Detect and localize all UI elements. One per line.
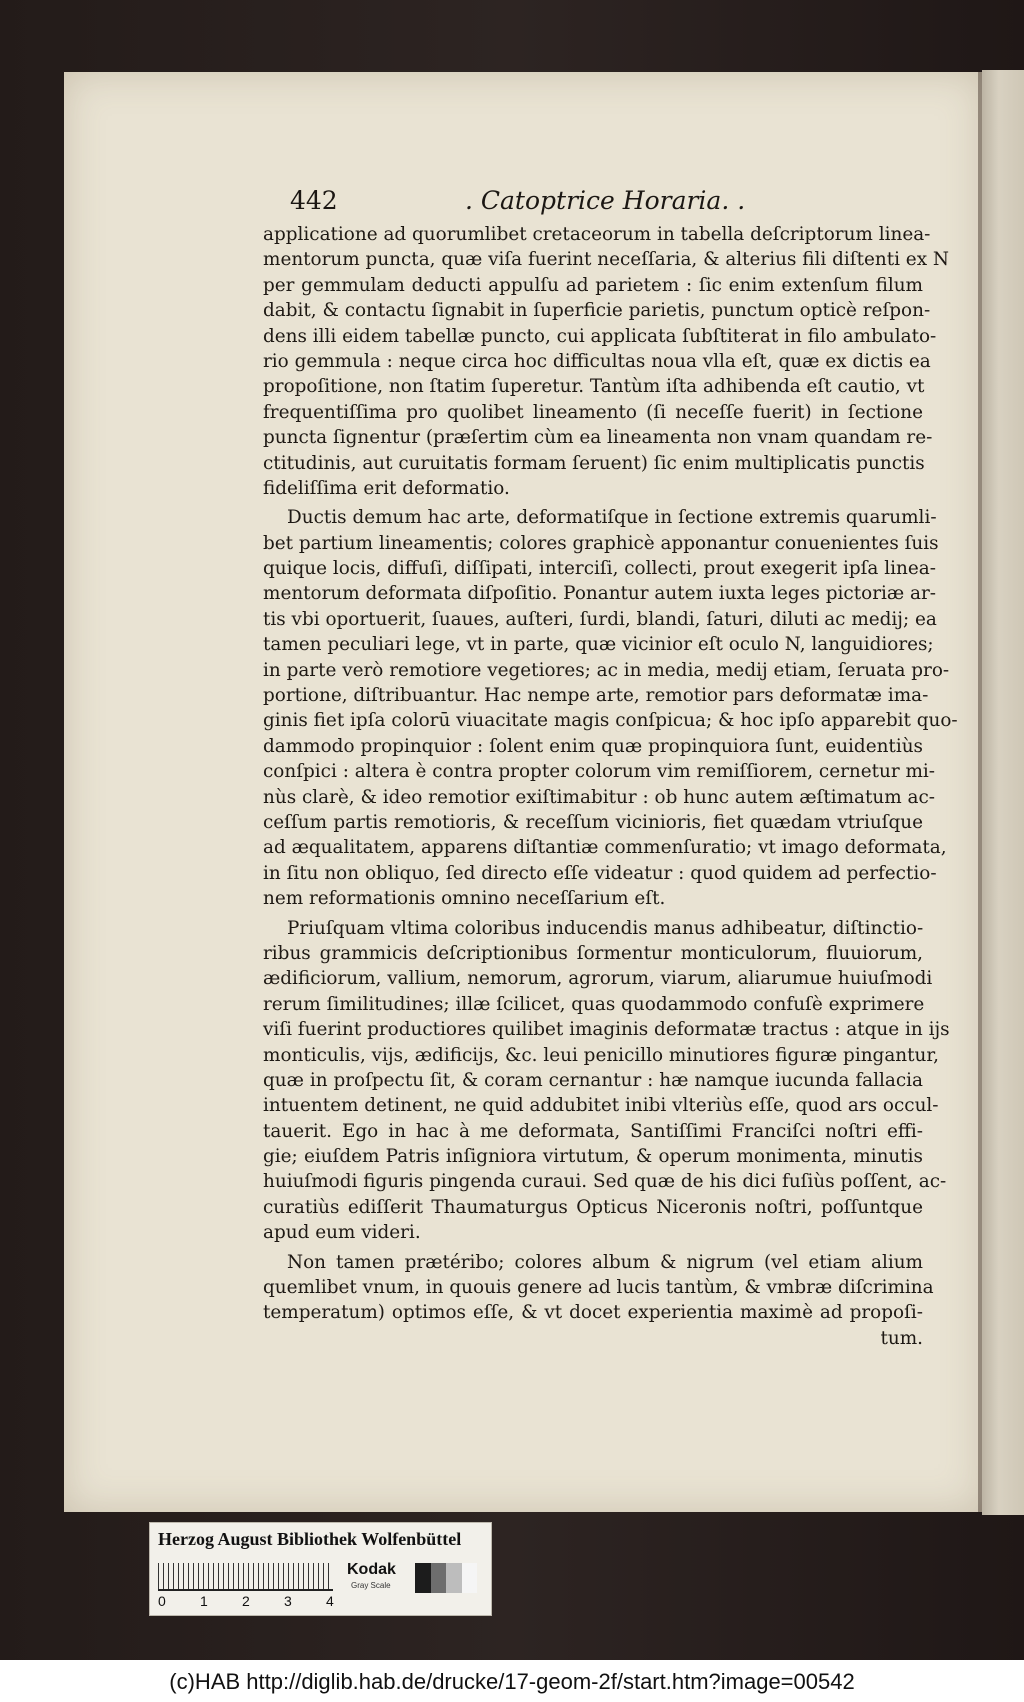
text-line: applicatione ad quorumlibet cretaceorum in tabella deſcriptorum linea-	[263, 224, 931, 245]
text-line: intuentem detinent, ne quid addubitet inibi vlteriùs eſſe, quod ars occul-	[263, 1095, 939, 1117]
text-line: temperatum) optimos eſſe, & vt docet experientia maximè ad propoſi-	[263, 1302, 923, 1324]
text-line: quæ in proſpectu ſit, & coram cernantur : hæ namque iucunda fallacia	[263, 1069, 923, 1091]
text-line: tauerit. Ego in hac à me deformata, Santiſſimi Franciſci noſtri effi-	[263, 1120, 923, 1142]
ruler-number: 3	[284, 1593, 292, 1609]
gray-scale-swatches	[415, 1563, 477, 1593]
ruler-number: 0	[158, 1593, 166, 1609]
kodak-logo: Kodak	[347, 1561, 396, 1578]
text-line: ctitudinis, aut curuitatis formam ſeruent) ſic enim multiplicatis punctis	[263, 452, 925, 474]
copyright-footer	[0, 1660, 1024, 1702]
text-line: mentorum deformata diſpoſitio. Ponantur autem iuxta leges pictoriæ ar-	[263, 583, 936, 605]
text-line: puncta ſignentur (præſertim cùm ea lineamenta non vnam quandam re-	[263, 427, 933, 449]
body-text	[263, 222, 958, 1351]
text-line: nem reformationis omnino neceſſarium eſt.	[263, 888, 666, 910]
text-line: bet partium lineamentis; colores graphicè apponantur conuenientes ſuis	[263, 532, 939, 554]
text-line: tis vbi oportuerit, ſuaues, auſteri, ſurdi, blandi, ſaturi, diluti ac medij; ea	[263, 608, 937, 630]
gray-swatch	[415, 1563, 431, 1593]
catchword: tum.	[880, 1327, 923, 1349]
copyright-url: (c)HAB http://diglib.hab.de/drucke/17-geom-2f/start.htm?image=00542	[169, 1669, 855, 1694]
text-line: propoſitione, non ſtatim ſuperetur. Tantùm iſta adhibenda eſt cautio, vt	[263, 376, 925, 398]
text-line: gie; eiuſdem Patris inſigniora virtutum, & operum monimenta, minutis	[263, 1146, 923, 1168]
color-calibration-card	[149, 1522, 492, 1616]
text-line: dabit, & contactu ſignabit in ſuperficie parietis, punctum opticè reſpon-	[263, 300, 931, 322]
paragraph-start-line: Non tamen prætéribo; colores album & nigrum (vel etiam alium	[287, 1251, 923, 1273]
text-line: portione, diſtribuantur. Hac nempe arte, remotior pars deformatæ ima-	[263, 685, 929, 707]
text-line: nùs clarè, & ideo remotior exiſtimabitur : ob hunc autem æſtimatum ac-	[263, 786, 936, 808]
page-header	[290, 186, 920, 222]
text-line: fideliſſima erit deformatio.	[263, 477, 510, 499]
gray-scale-label: Gray Scale	[351, 1581, 391, 1590]
text-line: per gemmulam deducti appulſu ad parietem : ſic enim extenſum filum	[263, 274, 923, 296]
paragraph-start-line: Priuſquam vltima coloribus inducendis manus adhibeatur, diſtinctio-	[287, 917, 924, 939]
text-line: rio gemmula : neque circa hoc difficultas noua vlla eſt, quæ ex dictis ea	[263, 350, 931, 372]
ruler-number: 4	[326, 1593, 334, 1609]
gray-swatch	[431, 1563, 447, 1593]
text-line: curatiùs ediſſerit Thaumaturgus Opticus Niceronis noſtri, poſſuntque	[263, 1196, 923, 1218]
text-line: conſpici : altera è contra propter colorum vim remiſſiorem, cernetur mi-	[263, 761, 936, 783]
text-line: frequentiſſima pro quolibet lineamento (ſi neceſſe fuerit) in ſectione	[263, 401, 923, 423]
text-line: ædificiorum, vallium, nemorum, agrorum, viarum, aliarumue huiuſmodi	[263, 968, 933, 990]
gray-swatch	[462, 1563, 478, 1593]
text-line: huiuſmodi figuris pingenda curaui. Sed quæ de his dici fuſiùs poſſent, ac-	[263, 1171, 947, 1193]
text-line: quique locis, diffuſi, diſſipati, interciſi, collecti, prout exegerit ipſa linea-	[263, 558, 936, 580]
text-line: dammodo propinquior : ſolent enim quæ propinquiora ſunt, euidentiùs	[263, 735, 923, 757]
ruler-scale	[158, 1563, 333, 1591]
text-line: ad æqualitatem, apparens diſtantiæ commenſuratio; vt imago deformata,	[263, 837, 947, 859]
ruler-number: 2	[242, 1593, 250, 1609]
page-number: 442	[290, 186, 338, 215]
running-title: . Catoptrice Horaria. .	[465, 186, 746, 215]
text-line: ribus grammicis deſcriptionibus ſormentur monticulorum, fluuiorum,	[263, 942, 923, 964]
text-line: tamen peculiari lege, vt in parte, quæ vicinior eſt oculo N, languidiores;	[263, 634, 934, 656]
text-line: dens illi eidem tabellæ puncto, cui applicata ſubſtiterat in filo ambulato-	[263, 325, 937, 347]
ruler-number: 1	[200, 1593, 208, 1609]
text-line: rerum ſimilitudines; illæ ſcilicet, quas quodammodo confuſè exprimere	[263, 993, 925, 1015]
text-line: in ſitu non obliquo, ſed directo eſſe videatur : quod quidem ad perfectio-	[263, 862, 937, 884]
text-line: viſi fuerint productiores quilibet imaginis deformatæ tractus : atque in ijs	[263, 1019, 950, 1041]
text-line: mentorum puncta, quæ viſa fuerint neceſſaria, & alterius fili diſtenti ex N	[263, 249, 950, 271]
next-page-edge	[982, 70, 1024, 1515]
text-line: ginis fiet ipſa colorū viuacitate magis conſpicua; & hoc ipſo apparebit quo-	[263, 710, 958, 732]
text-line: monticulis, vijs, ædificijs, &c. leui penicillo minutiores figuræ pingantur,	[263, 1044, 939, 1066]
gray-swatch	[446, 1563, 462, 1593]
text-line: quemlibet vnum, in quouis genere ad lucis tantùm, & vmbræ diſcrimina	[263, 1277, 934, 1299]
text-line: ceſſum partis remotioris, & receſſum vicinioris, fiet quædam vtriuſque	[263, 811, 923, 833]
text-line: apud eum videri.	[263, 1222, 421, 1244]
library-name: Herzog August Bibliothek Wolfenbüttel	[158, 1529, 462, 1549]
text-line: in parte verò remotiore vegetiores; ac in media, medij etiam, ſeruata pro-	[263, 659, 950, 681]
paragraph-start-line: Ductis demum hac arte, deformatiſque in ſectione extremis quarumli-	[287, 507, 937, 529]
